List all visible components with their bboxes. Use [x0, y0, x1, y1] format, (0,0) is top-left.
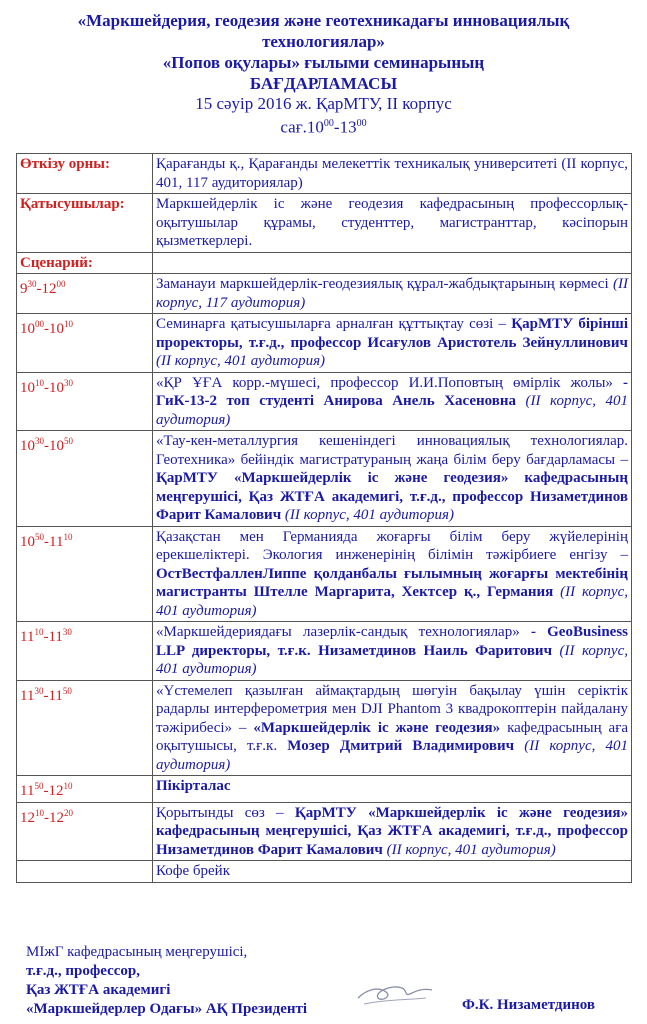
scenario-empty: [153, 252, 632, 274]
scenario-label: Сценарий:: [17, 252, 153, 274]
schedule-description: Пікірталас: [153, 776, 632, 803]
title-line-1: «Маркшейдерия, геодезия және геотехникадағы инновациялық: [77, 11, 570, 30]
schedule-description: Кофе брейк: [153, 861, 632, 883]
schedule-row: [17, 431, 632, 527]
schedule-description: «Тау-кен-металлургия кешеніндегі инновациялық технологиялар. Геотехника» бейіндік магистратураның жаңа білім беру бағдарламасы – ҚарМТУ «Маркшейдерлік іс және геодезия» кафедрасының меңгерушісі, Қаз ЖТҒА академигі, т.ғ.д., профессор Низаметдинов Фарит Камалович (ІІ корпус, 401 аудитория): [153, 431, 632, 527]
schedule-row: [17, 526, 632, 622]
schedule-row: [17, 372, 632, 431]
schedule-description: «Үстемелеп қазылған аймақтардың шөгуін бақылау үшін серіктік радарлы интерферометрия мен DJI Phantom 3 квадрокоптерін пайдалану тәжірибесі» – «Маркшейдерлік іс және геодезия» кафедрасының аға оқытушысы, т.ғ.к. Мозер Дмитрий Владимирович (ІІ корпус, 401 аудитория): [153, 680, 632, 776]
schedule-time: $10^{10}-10^{30}$: [17, 372, 153, 431]
schedule-time: [17, 861, 153, 883]
signer-position: МІжГ кафедрасының меңгерушісі,: [26, 944, 248, 960]
event-time: $сағ.10^{00}-13^{00}$: [280, 117, 367, 137]
signer-president: «Маркшейдерлер Одағы» АҚ Президенті: [26, 1001, 308, 1017]
schedule-description: «ҚР ҰҒА корр.-мүшесі, профессор И.И.Поповтың өмірлік жолы» - ГиК-13-2 топ студенті Анирова Анель Хасеновна (ІІ корпус, 401 аудитория): [153, 372, 632, 431]
program-heading: БАҒДАРЛАМАСЫ: [249, 74, 398, 93]
venue-label: Өткізу орны:: [17, 154, 153, 194]
signer-name: Ф.К. Низаметдинов: [462, 997, 595, 1013]
schedule-time: $11^{10}-11^{30}$: [17, 622, 153, 681]
participants-text: Маркшейдерлік іс және геодезия кафедрасының профессорлық-оқытушылар құрамы, студенттер, магистранттар, кәсіпорын қызметкерлері.: [153, 194, 632, 253]
title-line-2: технологиялар»: [262, 32, 385, 51]
venue-text: Қарағанды қ., Қарағанды мелекеттік техникалық университеті (ІІ корпус, 401, 117 аудиториялар): [153, 154, 632, 194]
schedule-time: $10^{50}-11^{10}$: [17, 526, 153, 622]
schedule-description: Семинарға қатысушыларға арналған құттықтау сөзі – ҚарМТУ бірінші проректоры, т.ғ.д., профессор Исағулов Аристотель Зейнуллинович (ІІ корпус, 401 аудитория): [153, 314, 632, 373]
schedule-time: $11^{50}-12^{10}$: [17, 776, 153, 803]
signer-degree: т.ғ.д., профессор,: [26, 963, 141, 979]
schedule-row: [17, 622, 632, 681]
venue-row: [17, 154, 632, 194]
schedule-time: $9^{30}-12^{00}$: [17, 274, 153, 314]
participants-label: Қатысушылар:: [17, 194, 153, 253]
program-table: [16, 153, 632, 883]
schedule-description: «Маркшейдериядағы лазерлік-сандық технологиялар» - GeoBusiness LLP директоры, т.ғ.к. Низаметдинов Наиль Фаритович (ІІ корпус, 401 аудитория): [153, 622, 632, 681]
event-date: 15 сәуір 2016 ж. ҚарМТУ, ІІ корпус: [195, 94, 452, 113]
signer-academy: Қаз ЖТҒА академигі: [26, 982, 171, 998]
schedule-time: $10^{00}-10^{10}$: [17, 314, 153, 373]
participants-row: [17, 194, 632, 253]
schedule-time: $10^{30}-10^{50}$: [17, 431, 153, 527]
schedule-description: Қорытынды сөз – ҚарМТУ «Маркшейдерлік іс және геодезия» кафедрасының меңгерушісі, Қаз ЖТҒА академигі, т.ғ.д., профессор Низаметдинов Фарит Камалович (ІІ корпус, 401 аудитория): [153, 802, 632, 861]
document-header: [0, 10, 647, 138]
schedule-time: $12^{10}-12^{20}$: [17, 802, 153, 861]
seminar-name: «Попов оқулары» ғылыми семинарының: [162, 53, 485, 72]
handwritten-signature: [352, 976, 442, 1012]
schedule-row: [17, 802, 632, 861]
schedule-time: $11^{30}-11^{50}$: [17, 680, 153, 776]
schedule-row: [17, 776, 632, 803]
schedule-row: [17, 314, 632, 373]
schedule-row: [17, 274, 632, 314]
scenario-row: [17, 252, 632, 274]
schedule-description: Заманауи маркшейдерлік-геодезиялық құрал-жабдықтарының көрмесі (ІІ корпус, 117 аудитория): [153, 274, 632, 314]
schedule-row: [17, 861, 632, 883]
schedule-description: Қазақстан мен Германияда жоғарғы білім беру жүйелерінің ерекшеліктері. Экология инженерінің білімін тәжірбиеге енгізу – ОстВестфалленЛиппе қолданбалы ғылымның жоғарғы мектебінің магистранты Штелле Маргарита, Хектсер қ., Германия (ІІ корпус, 401 аудитория): [153, 526, 632, 622]
schedule-row: [17, 680, 632, 776]
